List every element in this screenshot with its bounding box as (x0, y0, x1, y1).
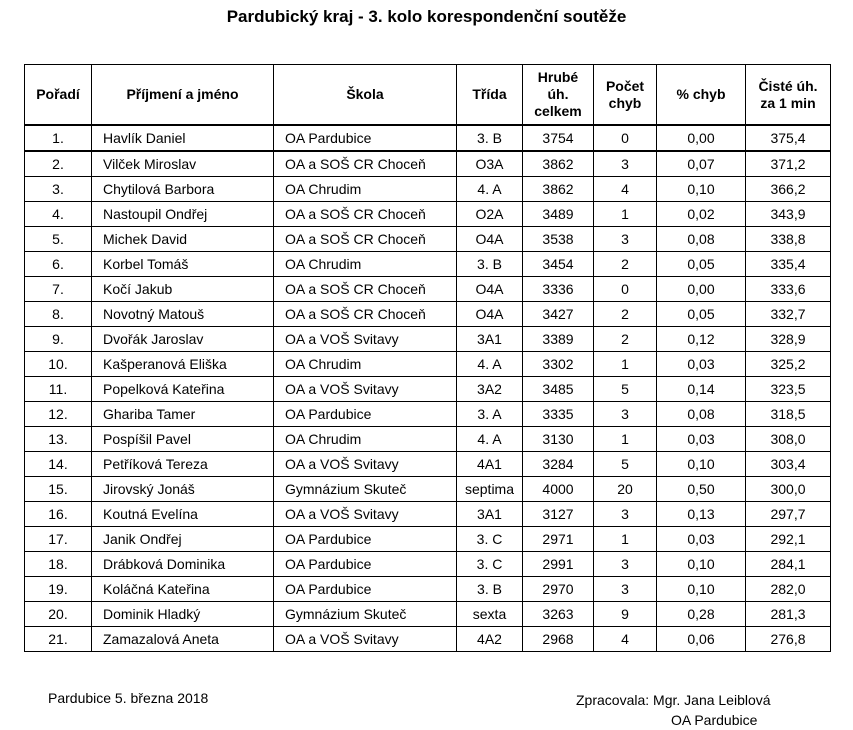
cell-school: Gymnázium Skuteč (274, 602, 457, 627)
cell-net: 300,0 (746, 477, 831, 502)
page-title: Pardubický kraj - 3. kolo korespondenční soutěže (226, 7, 627, 26)
cell-errors: 2 (594, 327, 657, 352)
cell-rank: 9. (25, 327, 92, 352)
cell-school: OA Chrudim (274, 252, 457, 277)
cell-errors: 3 (594, 227, 657, 252)
cell-school: OA a SOŠ CR Choceň (274, 277, 457, 302)
cell-error-pct: 0,03 (657, 352, 746, 377)
table-row (25, 477, 831, 502)
table-row (25, 125, 831, 151)
cell-school: Gymnázium Skuteč (274, 477, 457, 502)
cell-name: Dvořák Jaroslav (92, 327, 274, 352)
cell-class: 3. C (457, 552, 523, 577)
cell-rank: 2. (25, 151, 92, 177)
cell-class: O2A (457, 202, 523, 227)
cell-school: OA a VOŠ Svitavy (274, 502, 457, 527)
cell-errors: 1 (594, 202, 657, 227)
cell-error-pct: 0,05 (657, 302, 746, 327)
table-row (25, 352, 831, 377)
table-row (25, 277, 831, 302)
cell-name: Pospíšil Pavel (92, 427, 274, 452)
table-row (25, 552, 831, 577)
header-school: Škola (274, 65, 457, 126)
cell-class: sexta (457, 602, 523, 627)
cell-rank: 3. (25, 177, 92, 202)
cell-name: Dominik Hladký (92, 602, 274, 627)
cell-school: OA a SOŠ CR Choceň (274, 227, 457, 252)
table-row (25, 452, 831, 477)
cell-net: 328,9 (746, 327, 831, 352)
cell-error-pct: 0,00 (657, 277, 746, 302)
cell-net: 366,2 (746, 177, 831, 202)
cell-school: OA Chrudim (274, 427, 457, 452)
header-errors: Počet chyb (594, 65, 657, 126)
cell-class: O4A (457, 227, 523, 252)
cell-class: 3. B (457, 252, 523, 277)
cell-class: 4. A (457, 352, 523, 377)
cell-school: OA a SOŠ CR Choceň (274, 202, 457, 227)
cell-name: Havlík Daniel (92, 125, 274, 151)
cell-gross: 3754 (523, 125, 594, 151)
cell-name: Chytilová Barbora (92, 177, 274, 202)
cell-rank: 4. (25, 202, 92, 227)
cell-name: Koutná Evelína (92, 502, 274, 527)
cell-name: Janik Ondřej (92, 527, 274, 552)
cell-rank: 18. (25, 552, 92, 577)
cell-errors: 5 (594, 377, 657, 402)
cell-rank: 21. (25, 627, 92, 652)
cell-name: Korbel Tomáš (92, 252, 274, 277)
cell-errors: 1 (594, 527, 657, 552)
table-row (25, 627, 831, 652)
cell-errors: 3 (594, 577, 657, 602)
cell-net: 308,0 (746, 427, 831, 452)
cell-error-pct: 0,02 (657, 202, 746, 227)
cell-errors: 3 (594, 402, 657, 427)
cell-name: Kašperanová Eliška (92, 352, 274, 377)
cell-gross: 2970 (523, 577, 594, 602)
cell-school: OA a VOŠ Svitavy (274, 377, 457, 402)
table-header-row (25, 65, 831, 126)
cell-net: 303,4 (746, 452, 831, 477)
cell-net: 297,7 (746, 502, 831, 527)
cell-net: 343,9 (746, 202, 831, 227)
cell-rank: 7. (25, 277, 92, 302)
footer-signature (576, 690, 771, 730)
cell-gross: 3862 (523, 151, 594, 177)
cell-errors: 5 (594, 452, 657, 477)
table-row (25, 177, 831, 202)
cell-rank: 20. (25, 602, 92, 627)
cell-error-pct: 0,13 (657, 502, 746, 527)
cell-rank: 8. (25, 302, 92, 327)
cell-error-pct: 0,06 (657, 627, 746, 652)
cell-gross: 3489 (523, 202, 594, 227)
cell-rank: 14. (25, 452, 92, 477)
cell-net: 325,2 (746, 352, 831, 377)
cell-errors: 1 (594, 427, 657, 452)
cell-gross: 3335 (523, 402, 594, 427)
cell-net: 332,7 (746, 302, 831, 327)
header-error-pct: % chyb (657, 65, 746, 126)
cell-school: OA Pardubice (274, 552, 457, 577)
cell-errors: 2 (594, 252, 657, 277)
cell-error-pct: 0,10 (657, 552, 746, 577)
header-gross: Hrubé úh. celkem (523, 65, 594, 126)
cell-net: 284,1 (746, 552, 831, 577)
cell-gross: 3538 (523, 227, 594, 252)
cell-gross: 3130 (523, 427, 594, 452)
cell-name: Michek David (92, 227, 274, 252)
cell-name: Kočí Jakub (92, 277, 274, 302)
cell-name: Koláčná Kateřina (92, 577, 274, 602)
cell-class: O4A (457, 302, 523, 327)
cell-errors: 4 (594, 177, 657, 202)
cell-class: 3. A (457, 402, 523, 427)
cell-net: 371,2 (746, 151, 831, 177)
cell-gross: 3263 (523, 602, 594, 627)
table-row (25, 202, 831, 227)
header-class: Třída (457, 65, 523, 126)
cell-error-pct: 0,08 (657, 227, 746, 252)
cell-error-pct: 0,00 (657, 125, 746, 151)
cell-class: O3A (457, 151, 523, 177)
cell-error-pct: 0,10 (657, 452, 746, 477)
table-row (25, 502, 831, 527)
cell-name: Novotný Matouš (92, 302, 274, 327)
cell-error-pct: 0,10 (657, 177, 746, 202)
cell-class: 3A1 (457, 502, 523, 527)
cell-net: 281,3 (746, 602, 831, 627)
cell-name: Petříková Tereza (92, 452, 274, 477)
cell-net: 333,6 (746, 277, 831, 302)
cell-class: 3. C (457, 527, 523, 552)
footer-organization: OA Pardubice (671, 712, 758, 728)
cell-gross: 3389 (523, 327, 594, 352)
footer-prepared-by: Zpracovala: Mgr. Jana Leiblová (576, 692, 771, 708)
cell-net: 318,5 (746, 402, 831, 427)
cell-rank: 13. (25, 427, 92, 452)
table-row (25, 577, 831, 602)
cell-rank: 5. (25, 227, 92, 252)
cell-net: 335,4 (746, 252, 831, 277)
table-row (25, 227, 831, 252)
cell-gross: 3302 (523, 352, 594, 377)
cell-class: O4A (457, 277, 523, 302)
cell-class: 4. A (457, 177, 523, 202)
cell-name: Drábková Dominika (92, 552, 274, 577)
header-name: Příjmení a jméno (92, 65, 274, 126)
cell-school: OA Chrudim (274, 352, 457, 377)
cell-errors: 0 (594, 125, 657, 151)
cell-error-pct: 0,08 (657, 402, 746, 427)
cell-net: 276,8 (746, 627, 831, 652)
cell-gross: 3427 (523, 302, 594, 327)
table-row (25, 402, 831, 427)
cell-name: Ghariba Tamer (92, 402, 274, 427)
cell-rank: 15. (25, 477, 92, 502)
footer-place-date: Pardubice 5. března 2018 (48, 690, 209, 706)
table-row (25, 527, 831, 552)
cell-name: Nastoupil Ondřej (92, 202, 274, 227)
cell-class: 4A1 (457, 452, 523, 477)
cell-gross: 2971 (523, 527, 594, 552)
cell-errors: 3 (594, 151, 657, 177)
cell-gross: 3485 (523, 377, 594, 402)
header-rank: Pořadí (25, 65, 92, 126)
cell-class: 4. A (457, 427, 523, 452)
cell-net: 323,5 (746, 377, 831, 402)
cell-errors: 0 (594, 277, 657, 302)
cell-school: OA a VOŠ Svitavy (274, 627, 457, 652)
cell-rank: 1. (25, 125, 92, 151)
cell-rank: 17. (25, 527, 92, 552)
cell-class: septima (457, 477, 523, 502)
cell-errors: 4 (594, 627, 657, 652)
cell-rank: 19. (25, 577, 92, 602)
cell-name: Jirovský Jonáš (92, 477, 274, 502)
cell-class: 3. B (457, 125, 523, 151)
cell-error-pct: 0,10 (657, 577, 746, 602)
cell-school: OA a VOŠ Svitavy (274, 327, 457, 352)
cell-errors: 2 (594, 302, 657, 327)
cell-school: OA a SOŠ CR Choceň (274, 302, 457, 327)
cell-name: Popelková Kateřina (92, 377, 274, 402)
cell-gross: 2991 (523, 552, 594, 577)
cell-errors: 3 (594, 552, 657, 577)
cell-error-pct: 0,07 (657, 151, 746, 177)
cell-name: Zamazalová Aneta (92, 627, 274, 652)
cell-school: OA Chrudim (274, 177, 457, 202)
header-net: Čisté úh. za 1 min (746, 65, 831, 126)
table-row (25, 302, 831, 327)
cell-error-pct: 0,12 (657, 327, 746, 352)
cell-error-pct: 0,05 (657, 252, 746, 277)
table-row (25, 327, 831, 352)
results-table (24, 64, 831, 652)
cell-rank: 16. (25, 502, 92, 527)
cell-error-pct: 0,28 (657, 602, 746, 627)
cell-errors: 20 (594, 477, 657, 502)
cell-error-pct: 0,03 (657, 427, 746, 452)
cell-class: 3A1 (457, 327, 523, 352)
cell-gross: 3127 (523, 502, 594, 527)
cell-net: 338,8 (746, 227, 831, 252)
cell-class: 3. B (457, 577, 523, 602)
cell-rank: 6. (25, 252, 92, 277)
cell-gross: 2968 (523, 627, 594, 652)
cell-school: OA Pardubice (274, 125, 457, 151)
cell-gross: 3862 (523, 177, 594, 202)
cell-class: 4A2 (457, 627, 523, 652)
cell-error-pct: 0,03 (657, 527, 746, 552)
cell-net: 282,0 (746, 577, 831, 602)
cell-errors: 3 (594, 502, 657, 527)
cell-errors: 1 (594, 352, 657, 377)
cell-net: 375,4 (746, 125, 831, 151)
cell-gross: 3454 (523, 252, 594, 277)
cell-rank: 11. (25, 377, 92, 402)
cell-gross: 4000 (523, 477, 594, 502)
cell-school: OA Pardubice (274, 402, 457, 427)
cell-class: 3A2 (457, 377, 523, 402)
cell-gross: 3284 (523, 452, 594, 477)
cell-error-pct: 0,50 (657, 477, 746, 502)
cell-school: OA Pardubice (274, 577, 457, 602)
cell-rank: 12. (25, 402, 92, 427)
cell-rank: 10. (25, 352, 92, 377)
cell-gross: 3336 (523, 277, 594, 302)
table-row (25, 427, 831, 452)
cell-errors: 9 (594, 602, 657, 627)
cell-error-pct: 0,14 (657, 377, 746, 402)
cell-net: 292,1 (746, 527, 831, 552)
table-row (25, 252, 831, 277)
table-row (25, 377, 831, 402)
cell-school: OA a VOŠ Svitavy (274, 452, 457, 477)
table-row (25, 151, 831, 177)
table-row (25, 602, 831, 627)
cell-school: OA Pardubice (274, 527, 457, 552)
cell-name: Vilček Miroslav (92, 151, 274, 177)
cell-school: OA a SOŠ CR Choceň (274, 151, 457, 177)
